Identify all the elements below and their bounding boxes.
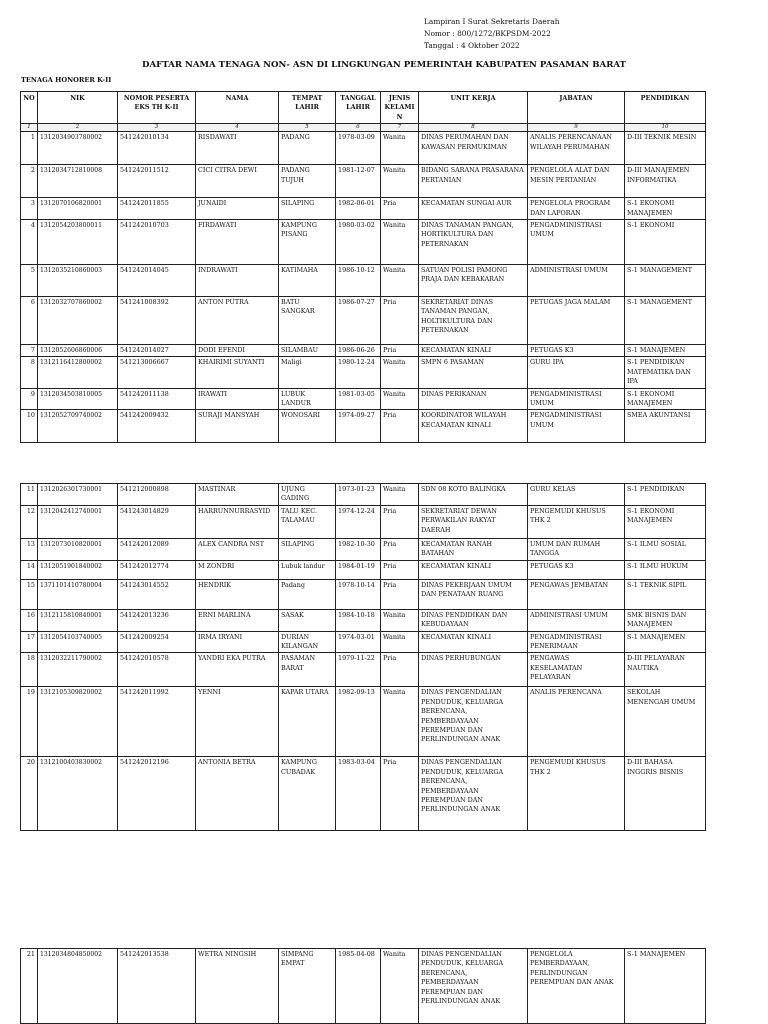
column-number: 2 [38, 124, 118, 132]
birthdate-cell: 1985-04-08 [336, 949, 381, 1024]
birthdate-cell: 1980-03-02 [336, 220, 381, 265]
position-cell: PENGELOLA PROGRAM DAN LAPORAN [528, 198, 625, 220]
header-row [21, 92, 706, 124]
participant-number-cell: 541242009432 [118, 410, 196, 443]
birthdate-cell: 1981-03-05 [336, 388, 381, 410]
work-unit-cell: DINAS PERHUBUNGAN [419, 653, 528, 687]
birthplace-cell: PADANG TUJUH [279, 165, 336, 198]
nik-cell: 1312115810840001 [38, 609, 118, 631]
gender-cell: Wanita [381, 265, 419, 297]
table-row [21, 484, 706, 506]
birthdate-cell: 1984-01-19 [336, 560, 381, 579]
table-row [21, 579, 706, 609]
gender-cell: Wanita [381, 220, 419, 265]
nik-cell: 1312054203800011 [38, 220, 118, 265]
column-number: 5 [279, 124, 336, 132]
education-cell: D-III TEKNIK MESIN [625, 132, 706, 165]
column-number: 10 [625, 124, 706, 132]
row-number: 15 [21, 579, 38, 609]
birthplace-cell: SILAPING [279, 198, 336, 220]
birthdate-cell: 1978-03-09 [336, 132, 381, 165]
education-cell: S-1 TEKNIK SIPIL [625, 579, 706, 609]
nik-cell: 1312034804850002 [38, 949, 118, 1024]
table-row [21, 220, 706, 265]
birthplace-cell: KAPAR UTARA [279, 687, 336, 757]
nik-cell: 1312073010820001 [38, 539, 118, 561]
nik-cell: 1371101410780004 [38, 579, 118, 609]
row-number: 1 [21, 132, 38, 165]
birthdate-cell: 1984-10-18 [336, 609, 381, 631]
table-row [21, 949, 706, 1024]
column-number: 3 [118, 124, 196, 132]
row-number: 2 [21, 165, 38, 198]
table-row [21, 560, 706, 579]
birthdate-cell: 1974-12-24 [336, 506, 381, 539]
column-number: 9 [528, 124, 625, 132]
table-row [21, 410, 706, 443]
header-nomor-peserta: NOMOR PESERTA EKS TH K-II [118, 92, 196, 124]
participant-number-cell: 541242012196 [118, 757, 196, 831]
nik-cell: 1312032211790002 [38, 653, 118, 687]
position-cell: PENGAWAS JEMBATAN [528, 579, 625, 609]
roster-table-page-1 [20, 91, 706, 443]
education-cell: S-1 EKONOMI [625, 220, 706, 265]
education-cell: S-1 PENDIDIKAN [625, 484, 706, 506]
header-no: NO [21, 92, 38, 124]
gender-cell: Wanita [381, 165, 419, 198]
name-cell: HARRUNNURRASYID [196, 506, 279, 539]
row-number: 12 [21, 506, 38, 539]
nik-cell: 1312052709740002 [38, 410, 118, 443]
table-row [21, 757, 706, 831]
gender-cell: Pria [381, 198, 419, 220]
nik-cell: 1312032707860002 [38, 297, 118, 345]
gender-cell: Wanita [381, 388, 419, 410]
table-row [21, 539, 706, 561]
gender-cell: Wanita [381, 484, 419, 506]
table-row [21, 132, 706, 165]
roster-table-page-3 [20, 948, 706, 1024]
birthdate-cell: 1979-11-22 [336, 653, 381, 687]
birthplace-cell: Maligi [279, 357, 336, 388]
position-cell: GURU IPA [528, 357, 625, 388]
participant-number-cell: 541242010578 [118, 653, 196, 687]
row-number: 20 [21, 757, 38, 831]
gender-cell: Pria [381, 579, 419, 609]
participant-number-cell: 541243014552 [118, 579, 196, 609]
name-cell: YANDRI EKA PUTRA [196, 653, 279, 687]
column-number: 6 [336, 124, 381, 132]
position-cell: PENGADMINISTRASI PENERIMAAN [528, 631, 625, 653]
work-unit-cell: SATUAN POLISI PAMONG PRAJA DAN KEBAKARAN [419, 265, 528, 297]
work-unit-cell: DINAS TANAMAN PANGAN, HORTIKULTURA DAN PETERNAKAN [419, 220, 528, 265]
table-row [21, 388, 706, 410]
row-number: 17 [21, 631, 38, 653]
name-cell: CICI CITRA DEWI [196, 165, 279, 198]
name-cell: YENNI [196, 687, 279, 757]
position-cell: PETUGAS JAGA MALAM [528, 297, 625, 345]
name-cell: JUNAIDI [196, 198, 279, 220]
column-number: 8 [419, 124, 528, 132]
position-cell: ANALIS PERENCANA [528, 687, 625, 757]
letterhead-date: Tanggal : 4 Oktober 2022 [424, 41, 520, 50]
participant-number-cell: 541242014027 [118, 345, 196, 357]
nik-cell: 1312035210860003 [38, 265, 118, 297]
header-jenis-kelamin: JENIS KELAMIN [381, 92, 419, 124]
nik-cell: 1312051901840002 [38, 560, 118, 579]
work-unit-cell: KECAMATAN RANAH BATAHAN [419, 539, 528, 561]
work-unit-cell: KECAMATAN SUNGAI AUR [419, 198, 528, 220]
table-row [21, 297, 706, 345]
row-number: 16 [21, 609, 38, 631]
name-cell: M ZONDRI [196, 560, 279, 579]
birthplace-cell: SASAK [279, 609, 336, 631]
name-cell: INDRAWATI [196, 265, 279, 297]
column-number: 7 [381, 124, 419, 132]
gender-cell: Pria [381, 757, 419, 831]
participant-number-cell: 541242011512 [118, 165, 196, 198]
name-cell: MASTINAR [196, 484, 279, 506]
education-cell: S-1 PENDIDIKAN MATEMATIKA DAN IPA [625, 357, 706, 388]
position-cell: ADMINISTRASI UMUM [528, 265, 625, 297]
birthplace-cell: SIMPANG EMPAT [279, 949, 336, 1024]
education-cell: D-III MANAJEMEN INFORMATIKA [625, 165, 706, 198]
birthdate-cell: 1986-07-27 [336, 297, 381, 345]
position-cell: PETUGAS K3 [528, 560, 625, 579]
table-row [21, 653, 706, 687]
position-cell: PENGAWAS KESELAMATAN PELAYARAN [528, 653, 625, 687]
row-number: 9 [21, 388, 38, 410]
participant-number-cell: 541242012089 [118, 539, 196, 561]
birthdate-cell: 1986-10-12 [336, 265, 381, 297]
participant-number-cell: 541213006667 [118, 357, 196, 388]
gender-cell: Wanita [381, 949, 419, 1024]
participant-number-cell: 541212000898 [118, 484, 196, 506]
birthdate-cell: 1978-10-14 [336, 579, 381, 609]
birthplace-cell: BATU SANGKAR [279, 297, 336, 345]
position-cell: PENGELOLA ALAT DAN MESIN PERTANIAN [528, 165, 625, 198]
gender-cell: Wanita [381, 609, 419, 631]
birthplace-cell: SILAPING [279, 539, 336, 561]
birthdate-cell: 1982-10-30 [336, 539, 381, 561]
gender-cell: Pria [381, 345, 419, 357]
nik-cell: 1312116412800002 [38, 357, 118, 388]
header-nama: NAMA [196, 92, 279, 124]
table-row [21, 345, 706, 357]
birthdate-cell: 1974-09-27 [336, 410, 381, 443]
table-row [21, 631, 706, 653]
birthplace-cell: Padang [279, 579, 336, 609]
gender-cell: Wanita [381, 357, 419, 388]
row-number: 21 [21, 949, 38, 1024]
letterhead [424, 16, 559, 52]
header-pendidikan: PENDIDIKAN [625, 92, 706, 124]
birthdate-cell: 1974-03-01 [336, 631, 381, 653]
name-cell: SURAJI MANSYAH [196, 410, 279, 443]
gender-cell: Pria [381, 410, 419, 443]
table-row [21, 165, 706, 198]
gender-cell: Wanita [381, 132, 419, 165]
position-cell: UMUM DAN RUMAH TANGGA [528, 539, 625, 561]
position-cell: PENGELOLA PEMBERDAYAAN, PERLINDUNGAN PEREMPUAN DAN ANAK [528, 949, 625, 1024]
birthdate-cell: 1986-06-26 [336, 345, 381, 357]
work-unit-cell: DINAS PENGENDALIAN PENDUDUK, KELUARGA BERENCANA, PEMBERDAYAAN PEREMPUAN DAN PERLINDUNGAN ANAK [419, 757, 528, 831]
education-cell: S-1 MANAJEMEN [625, 631, 706, 653]
participant-number-cell: 541242011992 [118, 687, 196, 757]
name-cell: DODI EFENDI [196, 345, 279, 357]
name-cell: ERNI MARLINA [196, 609, 279, 631]
column-number: 1 [21, 124, 38, 132]
nik-cell: 1312070106820001 [38, 198, 118, 220]
nik-cell: 1312100403830002 [38, 757, 118, 831]
name-cell: KHAIRIMI SUYANTI [196, 357, 279, 388]
row-number: 7 [21, 345, 38, 357]
table-row [21, 506, 706, 539]
name-cell: FIRDAWATI [196, 220, 279, 265]
name-cell: ALEX CANDRA NST [196, 539, 279, 561]
table-row [21, 198, 706, 220]
header-tempat-lahir: TEMPAT LAHIR [279, 92, 336, 124]
birthplace-cell: TALU KEC. TALAMAU [279, 506, 336, 539]
name-cell: ANTON PUTRA [196, 297, 279, 345]
education-cell: S-1 MANAGEMENT [625, 265, 706, 297]
position-cell: PETUGAS K3 [528, 345, 625, 357]
participant-number-cell: 541242009254 [118, 631, 196, 653]
position-cell: ADMINISTRASI UMUM [528, 609, 625, 631]
row-number: 11 [21, 484, 38, 506]
participant-number-cell: 541242014045 [118, 265, 196, 297]
position-cell: PENGEMUDI KHUSUS THK 2 [528, 757, 625, 831]
name-cell: WETRA NINGSIH [196, 949, 279, 1024]
birthplace-cell: SILAMBAU [279, 345, 336, 357]
education-cell: S-1 EKONOMI MANAJEMEN [625, 506, 706, 539]
gender-cell: Wanita [381, 631, 419, 653]
birthplace-cell: PADANG [279, 132, 336, 165]
education-cell: S-1 MANAGEMENT [625, 297, 706, 345]
document-subtitle: TENAGA HONORER K-II [21, 76, 112, 84]
row-number: 8 [21, 357, 38, 388]
participant-number-cell: 541242012774 [118, 560, 196, 579]
birthplace-cell: LUBUK LANDUR [279, 388, 336, 410]
work-unit-cell: DINAS PEKERJAAN UMUM DAN PENATAAN RUANG [419, 579, 528, 609]
position-cell: GURU KELAS [528, 484, 625, 506]
row-number: 14 [21, 560, 38, 579]
roster-body-1 [21, 132, 706, 443]
birthplace-cell: KATIMAHA [279, 265, 336, 297]
birthdate-cell: 1980-12-24 [336, 357, 381, 388]
education-cell: S-1 ILMU HUKUM [625, 560, 706, 579]
birthplace-cell: DURIAN KILANGAN [279, 631, 336, 653]
table-row [21, 357, 706, 388]
header-jabatan: JABATAN [528, 92, 625, 124]
gender-cell: Pria [381, 560, 419, 579]
nik-cell: 1312026301730001 [38, 484, 118, 506]
column-number: 4 [196, 124, 279, 132]
name-cell: IRMA IRYANI [196, 631, 279, 653]
work-unit-cell: DINAS PERUMAHAN DAN KAWASAN PERMUKIMAN [419, 132, 528, 165]
gender-cell: Wanita [381, 687, 419, 757]
birthdate-cell: 1982-06-01 [336, 198, 381, 220]
birthdate-cell: 1982-09-13 [336, 687, 381, 757]
name-cell: HENDRIK [196, 579, 279, 609]
position-cell: PENGADMINISTRASI UMUM [528, 388, 625, 410]
row-number: 18 [21, 653, 38, 687]
nik-cell: 1312034903780002 [38, 132, 118, 165]
birthplace-cell: KAMPUNG PISANG [279, 220, 336, 265]
birthplace-cell: UJUNG GADING [279, 484, 336, 506]
header-unit-kerja: UNIT KERJA [419, 92, 528, 124]
letterhead-number: Nomor : 800/1272/BKPSDM-2022 [424, 29, 551, 38]
birthplace-cell: Lubuk landur [279, 560, 336, 579]
education-cell: S-1 MANAJEMEN [625, 345, 706, 357]
work-unit-cell: SDN 08 KOTO BALINGKA [419, 484, 528, 506]
work-unit-cell: DINAS PENGENDALIAN PENDUDUK, KELUARGA BERENCANA, PEMBERDAYAAN PEREMPUAN DAN PERLINDUNGAN ANAK [419, 949, 528, 1024]
row-number: 4 [21, 220, 38, 265]
row-number: 10 [21, 410, 38, 443]
work-unit-cell: SMPN 6 PASAMAN [419, 357, 528, 388]
participant-number-cell: 541242011138 [118, 388, 196, 410]
work-unit-cell: SEKRETARIAT DEWAN PERWAKILAN RAKYAT DAERAH [419, 506, 528, 539]
position-cell: PENGADMINISTRASI UMUM [528, 410, 625, 443]
position-cell: PENGADMINISTRASI UMUM [528, 220, 625, 265]
row-number: 5 [21, 265, 38, 297]
participant-number-cell: 541242011855 [118, 198, 196, 220]
roster-body-2 [21, 484, 706, 831]
participant-number-cell: 541243014829 [118, 506, 196, 539]
education-cell: S-1 EKONOMI MANAJEMEN [625, 388, 706, 410]
work-unit-cell: KECAMATAN KINALI [419, 631, 528, 653]
participant-number-cell: 541242013236 [118, 609, 196, 631]
work-unit-cell: KOORDINATOR WILAYAH KECAMATAN KINALI [419, 410, 528, 443]
work-unit-cell: KECAMATAN KINALI [419, 345, 528, 357]
education-cell: SMEA AKUNTANSI [625, 410, 706, 443]
birthdate-cell: 1983-03-04 [336, 757, 381, 831]
nik-cell: 1312052606860006 [38, 345, 118, 357]
education-cell: SMK BISNIS DAN MANAJEMEN [625, 609, 706, 631]
participant-number-cell: 541242010703 [118, 220, 196, 265]
birthdate-cell: 1973-01-23 [336, 484, 381, 506]
row-number: 19 [21, 687, 38, 757]
table-row [21, 687, 706, 757]
gender-cell: Pria [381, 539, 419, 561]
position-cell: ANALIS PERENCANAAN WILAYAH PERUMAHAN [528, 132, 625, 165]
education-cell: D-III PELAYARAN NAUTIKA [625, 653, 706, 687]
nik-cell: 1312105309820002 [38, 687, 118, 757]
work-unit-cell: KECAMATAN KINALI [419, 560, 528, 579]
header-nik: NIK [38, 92, 118, 124]
name-cell: RISDAWATI [196, 132, 279, 165]
education-cell: S-1 ILMU SOSIAL [625, 539, 706, 561]
name-cell: IRAWATI [196, 388, 279, 410]
work-unit-cell: SEKRETARIAT DINAS TANAMAN PANGAN, HOLTIKULTURA DAN PETERNAKAN [419, 297, 528, 345]
row-number: 13 [21, 539, 38, 561]
education-cell: S-1 MANAJEMEN [625, 949, 706, 1024]
birthplace-cell: PASAMAN BARAT [279, 653, 336, 687]
participant-number-cell: 541241008392 [118, 297, 196, 345]
row-number: 3 [21, 198, 38, 220]
letterhead-attachment: Lampiran I Surat Sekretaris Daerah [424, 17, 560, 26]
birthdate-cell: 1981-12-07 [336, 165, 381, 198]
header-tanggal-lahir: TANGGAL LAHIR [336, 92, 381, 124]
work-unit-cell: DINAS PERIKANAN [419, 388, 528, 410]
table-row [21, 609, 706, 631]
gender-cell: Pria [381, 506, 419, 539]
name-cell: ANTONIA BETRA [196, 757, 279, 831]
education-cell: D-III BAHASA INGGRIS BISNIS [625, 757, 706, 831]
document-title: DAFTAR NAMA TENAGA NON- ASN DI LINGKUNGAN PEMERINTAH KABUPATEN PASAMAN BARAT [142, 60, 626, 70]
work-unit-cell: DINAS PENGENDALIAN PENDUDUK, KELUARGA BERENCANA, PEMBERDAYAAN PEREMPUAN DAN PERLINDUNGAN ANAK [419, 687, 528, 757]
participant-number-cell: 541242010134 [118, 132, 196, 165]
education-cell: S-1 EKONOMI MANAJEMEN [625, 198, 706, 220]
nik-cell: 1312034712810008 [38, 165, 118, 198]
roster-table-page-2 [20, 483, 706, 831]
birthplace-cell: KAMPUNG CUBADAK [279, 757, 336, 831]
gender-cell: Pria [381, 297, 419, 345]
work-unit-cell: BIDANG SARANA PRASARANA PERTANIAN [419, 165, 528, 198]
position-cell: PENGEMUDI KHUSUS THK 2 [528, 506, 625, 539]
column-number-row [21, 124, 706, 132]
nik-cell: 1312054103740005 [38, 631, 118, 653]
table-row [21, 265, 706, 297]
work-unit-cell: DINAS PENDIDIKAN DAN KEBUDAYAAN [419, 609, 528, 631]
nik-cell: 1312034503810005 [38, 388, 118, 410]
roster-body-3 [21, 949, 706, 1024]
gender-cell: Pria [381, 653, 419, 687]
birthplace-cell: WONOSARI [279, 410, 336, 443]
row-number: 6 [21, 297, 38, 345]
nik-cell: 1312042412740001 [38, 506, 118, 539]
education-cell: SEKOLAH MENENGAH UMUM [625, 687, 706, 757]
participant-number-cell: 541242013538 [118, 949, 196, 1024]
